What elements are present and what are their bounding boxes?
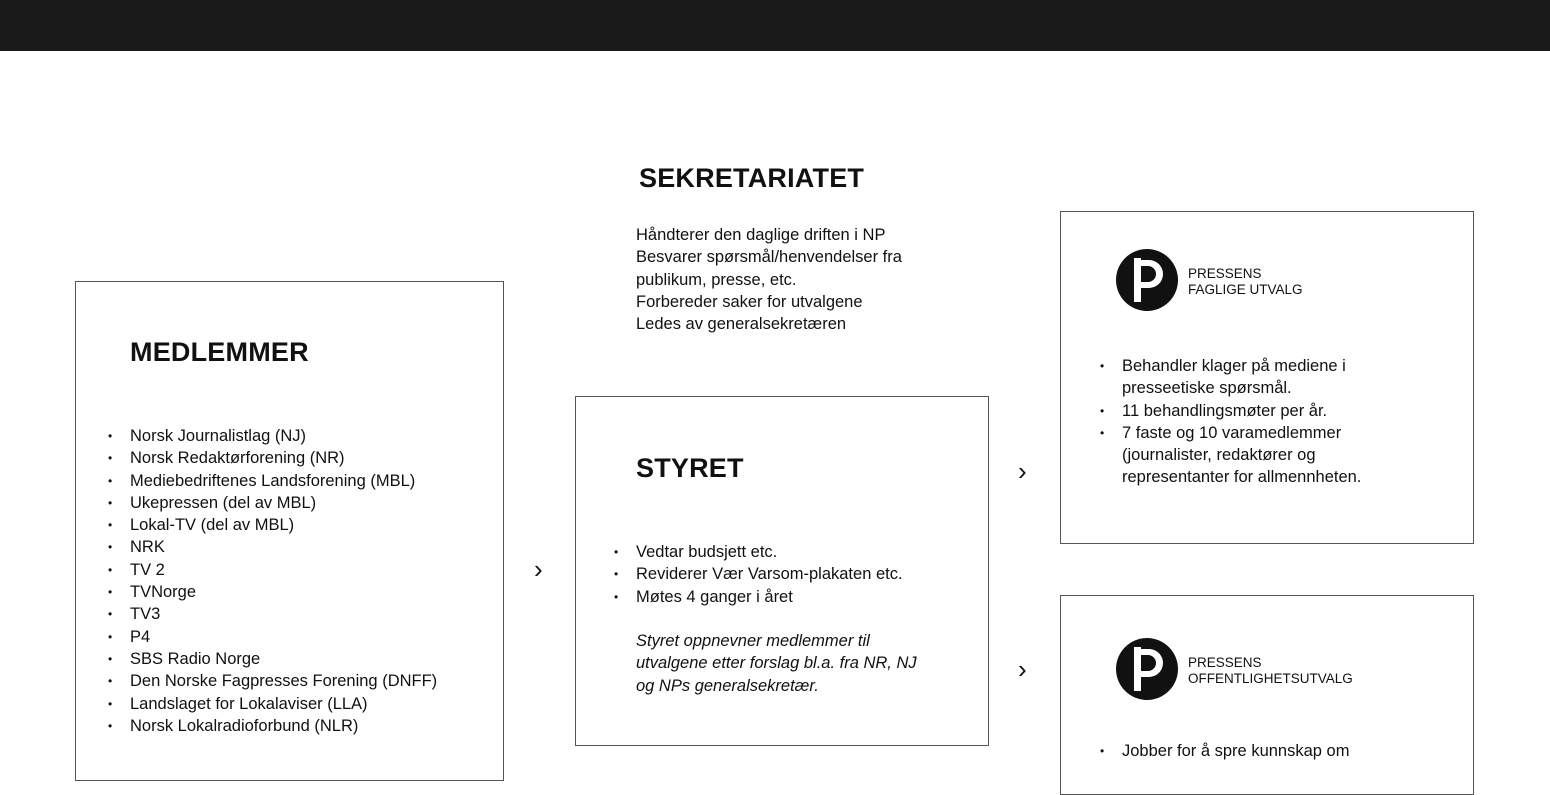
offentlighetsutvalg-logo-text bbox=[1188, 655, 1353, 687]
styret-note-line: og NPs generalsekretær. bbox=[636, 676, 819, 695]
pressens-p-logo-icon bbox=[1115, 248, 1179, 312]
medlemmer-list bbox=[108, 425, 498, 737]
medlemmer-title: MEDLEMMER bbox=[130, 337, 309, 367]
styret-note bbox=[636, 630, 917, 697]
list-item: • 11 behandlingsmøter per år. bbox=[1100, 400, 1390, 422]
list-item: • Jobber for å spre kunnskap om bbox=[1100, 740, 1440, 762]
chevron-right-icon: › bbox=[534, 554, 543, 584]
list-item: • Landslaget for Lokalaviser (LLA) bbox=[108, 693, 498, 715]
sekretariatet-description bbox=[636, 224, 902, 335]
list-item: • Ukepressen (del av MBL) bbox=[108, 492, 498, 514]
list-item: • Reviderer Vær Varsom-plakaten etc. bbox=[614, 563, 984, 585]
sekretariatet-title: SEKRETARIATET bbox=[639, 163, 865, 193]
list-item: • Norsk Lokalradioforbund (NLR) bbox=[108, 715, 498, 737]
list-item: • SBS Radio Norge bbox=[108, 648, 498, 670]
sekretariatet-line: Forbereder saker for utvalgene bbox=[636, 292, 863, 311]
pfu-list bbox=[1100, 355, 1390, 489]
chevron-right-icon: › bbox=[1018, 654, 1027, 684]
list-item: • P4 bbox=[108, 626, 498, 648]
offentlighetsutvalg-logo-line: PRESSENS bbox=[1188, 655, 1262, 670]
list-item: • TV 2 bbox=[108, 559, 498, 581]
list-item: • Norsk Redaktørforening (NR) bbox=[108, 447, 498, 469]
list-item: • Vedtar budsjett etc. bbox=[614, 541, 984, 563]
styret-title: STYRET bbox=[636, 453, 744, 483]
chevron-right-icon: › bbox=[1018, 456, 1027, 486]
sekretariatet-line: publikum, presse, etc. bbox=[636, 270, 797, 289]
list-item: • NRK bbox=[108, 536, 498, 558]
list-item: • Behandler klager på mediene i presseetiske spørsmål. bbox=[1100, 355, 1390, 400]
list-item: • Norsk Journalistlag (NJ) bbox=[108, 425, 498, 447]
list-item: • TVNorge bbox=[108, 581, 498, 603]
sekretariatet-line: Håndterer den daglige driften i NP bbox=[636, 226, 886, 244]
offentlighetsutvalg-logo-line: OFFENTLIGHETSUTVALG bbox=[1188, 671, 1353, 686]
sekretariatet-line: Ledes av generalsekretæren bbox=[636, 315, 847, 334]
list-item: • 7 faste og 10 varamedlemmer (journalister, redaktører og representanter for allmennheten. bbox=[1100, 422, 1390, 489]
sekretariatet-line: Besvarer spørsmål/henvendelser fra bbox=[636, 248, 902, 267]
styret-note-line: Styret oppnevner medlemmer til bbox=[636, 632, 870, 650]
pressens-p-logo-icon bbox=[1115, 637, 1179, 701]
list-item: • TV3 bbox=[108, 603, 498, 625]
list-item: • Den Norske Fagpresses Forening (DNFF) bbox=[108, 670, 498, 692]
styret-note-line: utvalgene etter forslag bl.a. fra NR, NJ bbox=[636, 654, 917, 673]
pfu-logo-line: FAGLIGE UTVALG bbox=[1188, 282, 1303, 297]
pfu-logo-text bbox=[1188, 266, 1303, 298]
styret-list bbox=[614, 541, 984, 608]
top-bar bbox=[0, 0, 1550, 51]
pfu-logo-line: PRESSENS bbox=[1188, 266, 1262, 281]
list-item: • Lokal-TV (del av MBL) bbox=[108, 514, 498, 536]
list-item: • Møtes 4 ganger i året bbox=[614, 586, 984, 608]
offentlighetsutvalg-list bbox=[1100, 740, 1440, 762]
list-item: • Mediebedriftenes Landsforening (MBL) bbox=[108, 470, 498, 492]
